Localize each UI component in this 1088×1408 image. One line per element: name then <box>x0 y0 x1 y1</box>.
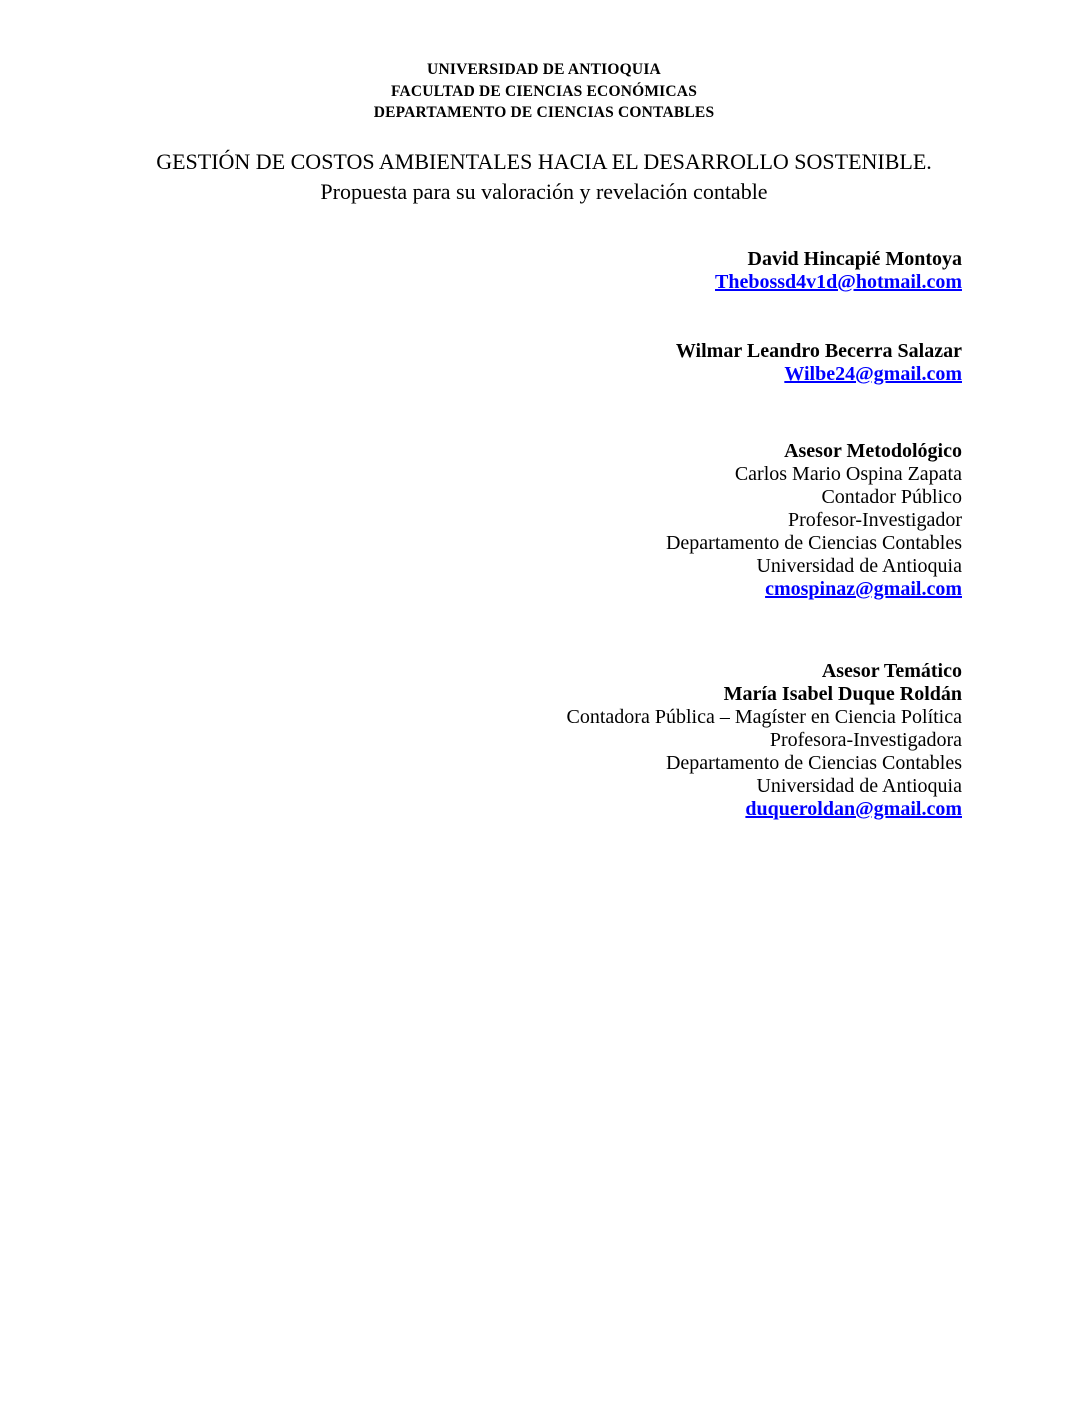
advisor-block-thematic <box>567 660 962 821</box>
advisor-role: Asesor Metodológico <box>784 440 962 462</box>
advisor-email-link[interactable]: cmospinaz@gmail.com <box>765 578 962 600</box>
author-name: Wilmar Leandro Becerra Salazar <box>675 340 962 362</box>
author-block-1 <box>715 248 962 294</box>
institution-line-faculty: FACULTAD DE CIENCIAS ECONÓMICAS <box>390 82 698 100</box>
institution-header <box>0 59 1088 124</box>
author-email-link[interactable]: Thebossd4v1d@hotmail.com <box>715 271 962 293</box>
author-name: David Hincapié Montoya <box>747 248 962 270</box>
advisor-detail: Universidad de Antioquia <box>756 775 962 797</box>
institution-line-department: DEPARTAMENTO DE CIENCIAS CONTABLES <box>373 104 715 121</box>
document-title-main: GESTIÓN DE COSTOS AMBIENTALES HACIA EL DESARROLLO SOSTENIBLE. <box>156 149 932 174</box>
document-title-subtitle: Propuesta para su valoración y revelación contable <box>320 179 768 204</box>
institution-line-university: UNIVERSIDAD DE ANTIOQUIA <box>427 61 661 78</box>
advisor-name: Carlos Mario Ospina Zapata <box>734 463 962 485</box>
advisor-email-link[interactable]: duqueroldan@gmail.com <box>745 798 962 820</box>
advisor-detail: Departamento de Ciencias Contables <box>665 532 962 554</box>
advisor-detail: Profesor-Investigador <box>788 509 962 531</box>
advisor-role: Asesor Temático <box>821 660 962 682</box>
advisor-detail: Departamento de Ciencias Contables <box>665 752 962 774</box>
document-title <box>0 147 1088 207</box>
author-block-2 <box>676 340 962 386</box>
advisor-block-methodological <box>666 440 962 601</box>
advisor-detail: Contadora Pública – Magíster en Ciencia Política <box>566 706 962 728</box>
advisor-name: María Isabel Duque Roldán <box>723 683 962 705</box>
advisor-detail: Contador Público <box>821 486 962 508</box>
author-email-link[interactable]: Wilbe24@gmail.com <box>784 363 962 385</box>
advisor-detail: Universidad de Antioquia <box>756 555 962 577</box>
advisor-detail: Profesora-Investigadora <box>769 729 962 751</box>
